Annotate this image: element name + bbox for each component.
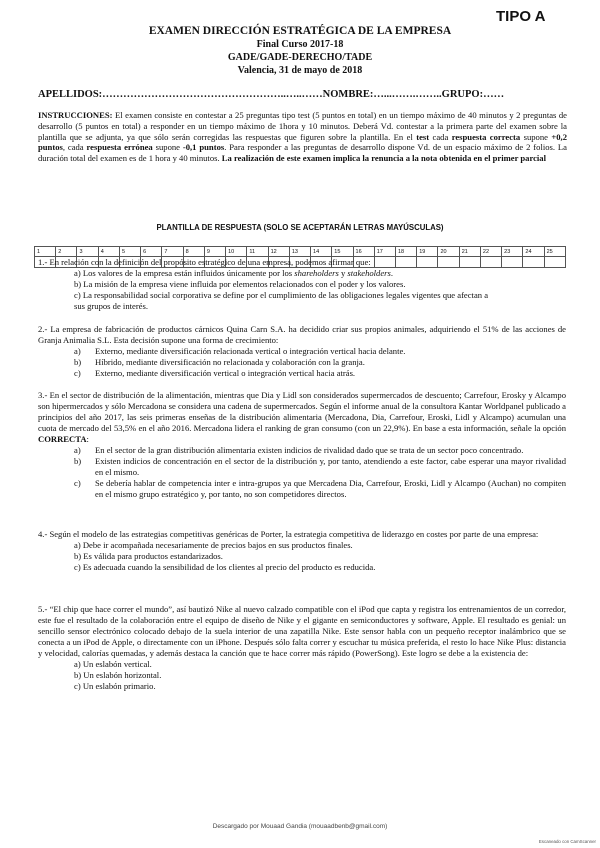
answer-number-cell: 15 xyxy=(332,247,353,257)
exam-date: Valencia, 31 de mayo de 2018 xyxy=(237,65,363,76)
option-a: a) Un eslabón vertical. xyxy=(74,659,152,669)
answer-sheet-title: PLANTILLA DE RESPUESTA (SOLO SE ACEPTARÁN LETRAS MAYÚSCULAS) xyxy=(156,223,444,232)
answer-number-cell: 24 xyxy=(523,247,544,257)
answer-number-cell: 23 xyxy=(502,247,523,257)
exam-degree: GADE/GADE-DERECHO/TADE xyxy=(227,52,373,63)
download-footer: Descargado por Mouaad Gandia (mouaadbenb@gmail.com) xyxy=(212,823,388,830)
option-c: c) Se debería hablar de competencia inter e intra-grupos ya que Mercadena Dia, Carrefour, Eroski, Lidl y Alcampo (Auchan) no compiten en el mismo grupo estratégico y, por tanto, no son competidores directos. xyxy=(74,478,566,499)
option-c: c) Es adecuada cuando la sensibilidad de los clientes al precio del producto es reducida. xyxy=(74,562,376,572)
scanner-watermark: Escaneado con CamScanner xyxy=(538,839,596,844)
option-c-continued: sus grupos de interés. xyxy=(74,301,148,311)
instructions: INSTRUCCIONES: El examen consiste en contestar a 25 preguntas tipo test (5 puntos en total) en un tiempo máximo de 40 minutos y 2 preguntas de desarrollo (5 puntos en total) a responder en un tiempo máximo de 1hora y 10 minutos. Deberá Vd. contestar a la primera parte del examen sobre la plantilla que se adjunta, ya que sólo serán corregidas las respuestas que figuren sobre la plantilla. En el test cada respuesta correcta supone +0,2 puntos, cada respuesta errónea supone -0,1 puntos. Para responder a las preguntas de desarrollo dispone Vd. de un espacio máximo de 2 folios. La duración total del examen es de 1 hora y 40 minutos. La realización de este examen implica la renuncia a la nota obtenida en el primer parcial xyxy=(38,110,567,164)
answer-number-cell: 6 xyxy=(141,247,162,257)
option-c: c) Externo, mediante diversificación vertical o integración vertical hacia atrás. xyxy=(74,368,356,378)
instructions-label: INSTRUCCIONES: xyxy=(38,110,113,120)
question-stem: 1.- En relación con la definición del propósito estratégico de una empresa, podemos afirmar que: xyxy=(38,257,371,267)
answer-number-cell: 12 xyxy=(268,247,289,257)
student-fields[interactable]: APELLIDOS:……………………………………………..…..……NOMBRE:…...…….……..GRUPO:…… xyxy=(38,89,505,100)
option-b: b) Un eslabón horizontal. xyxy=(74,670,162,680)
question-2 xyxy=(38,324,566,379)
exam-type-label: TIPO A xyxy=(496,8,546,25)
exam-course: Final Curso 2017-18 xyxy=(256,39,344,50)
answer-number-cell: 8 xyxy=(183,247,204,257)
answer-number-cell: 17 xyxy=(374,247,395,257)
option-b: b) La misión de la empresa viene influida por elementos relacionados con el poder y los valores. xyxy=(74,279,406,289)
question-3 xyxy=(38,390,566,500)
question-stem: 5.- “El chip que hace correr el mundo”, así bautizó Nike al nuevo calzado compatible con el iPod que capta y registra los entrenamientos de un corredor, este fue el resultado de la colaboración entre el equipo de diseño de Nike y el gigante en semiconductores y software, Apple. El resultado es genial: un sencillo sensor electrónico colocado debajo de la suela interior de una zapatilla Nike. Este sensor habla con un pequeño receptor inalámbrico que se conecta a un iPod de Apple, o directamente con un iPhone. Después sólo falta correr y escuchar tu música preferida, el resto lo hace Nike Plus: distancia y velocidad, calorías quemadas, y además destaca la canción que te hace correr más rápido (PowerSong). Este logro se debe a la existencia de: xyxy=(38,604,566,658)
answer-number-cell: 13 xyxy=(289,247,310,257)
answer-number-cell: 10 xyxy=(226,247,247,257)
option-a: a) Externo, mediante diversificación relacionada vertical o integración vertical hacia delante. xyxy=(74,346,406,356)
answer-number-cell: 19 xyxy=(417,247,438,257)
option-a: a) En el sector de la gran distribución alimentaria existen indicios de rivalidad dado que se trata de un sector poco concentrado. xyxy=(74,445,524,455)
question-5 xyxy=(38,604,566,692)
answer-number-cell: 1 xyxy=(35,247,56,257)
answer-number-cell: 14 xyxy=(311,247,332,257)
answer-number-cell: 4 xyxy=(98,247,119,257)
answer-number-row xyxy=(35,247,566,257)
option-a: a) Debe ir acompañada necesariamente de precios bajos en sus productos finales. xyxy=(74,540,353,550)
question-stem: 4.- Según el modelo de las estrategias competitivas genéricas de Porter, la estrategia competitiva de liderazgo en costes por parte de una empresa: xyxy=(38,529,539,539)
answer-number-cell: 18 xyxy=(395,247,416,257)
option-c: c) Un eslabón primario. xyxy=(74,681,156,691)
question-stem: 2.- La empresa de fabricación de productos cárnicos Quina Carn S.A. ha decidido criar sus propios animales, adquiriendo el 51% de las acciones de Granja Animalia S.L. Esta decisión supone una forma de crecimiento: xyxy=(38,324,566,345)
answer-number-cell: 7 xyxy=(162,247,183,257)
exam-title: EXAMEN DIRECCIÓN ESTRATÉGICA DE LA EMPRESA xyxy=(148,25,452,37)
answer-number-cell: 9 xyxy=(204,247,225,257)
answer-number-cell: 16 xyxy=(353,247,374,257)
question-1 xyxy=(38,257,566,312)
option-b: b) Existen indicios de concentración en el sector de la distribución y, por tanto, atendiendo a este factor, cabe esperar una mayor rivalidad en el mismo. xyxy=(74,456,566,477)
renuncia-note: La realización de este examen implica la renuncia a la nota obtenida en el primer parcial xyxy=(221,153,546,164)
answer-number-cell: 3 xyxy=(77,247,98,257)
answer-number-cell: 20 xyxy=(438,247,459,257)
answer-number-cell: 25 xyxy=(544,247,565,257)
answer-number-cell: 5 xyxy=(119,247,140,257)
answer-number-cell: 22 xyxy=(480,247,501,257)
option-b: b) Es válida para productos estandarizados. xyxy=(74,551,223,561)
answer-number-cell: 2 xyxy=(56,247,77,257)
option-a: a) Los valores de la empresa están influidos únicamente por los shareholders y stakeholders. xyxy=(74,268,394,278)
option-b: b) Híbrido, mediante diversificación no relacionada y colaboración con la granja. xyxy=(74,357,365,367)
question-4 xyxy=(38,529,566,573)
answer-number-cell: 11 xyxy=(247,247,268,257)
question-stem: 3.- En el sector de distribución de la alimentación, mientras que Dia y Lidl son considerados supermercados de descuento; Carrefour, Erosky y Alcampo son hipermercados y sólo Mercadona se considera una cadena de supermercados. Según el informe anual de la consultora Kantar Worldpanel publicado a principios del año 2017, las seis primeras enseñas de la distribución alimentaria (Mercadona, Dia, Carrefour, Eroski, Lidl y Alcampo) acumulan una cuota de mercado del 53,5% en el año 2016. Mercadona lidera el ranking de gran consumo (con un 22,9%). En base a esta información, señale la opción CORRECTA: xyxy=(38,390,566,444)
answer-number-cell: 21 xyxy=(459,247,480,257)
option-c: c) La responsabilidad social corporativa se define por el cumplimiento de las obligaciones legales vigentes que afectan a xyxy=(74,290,489,300)
